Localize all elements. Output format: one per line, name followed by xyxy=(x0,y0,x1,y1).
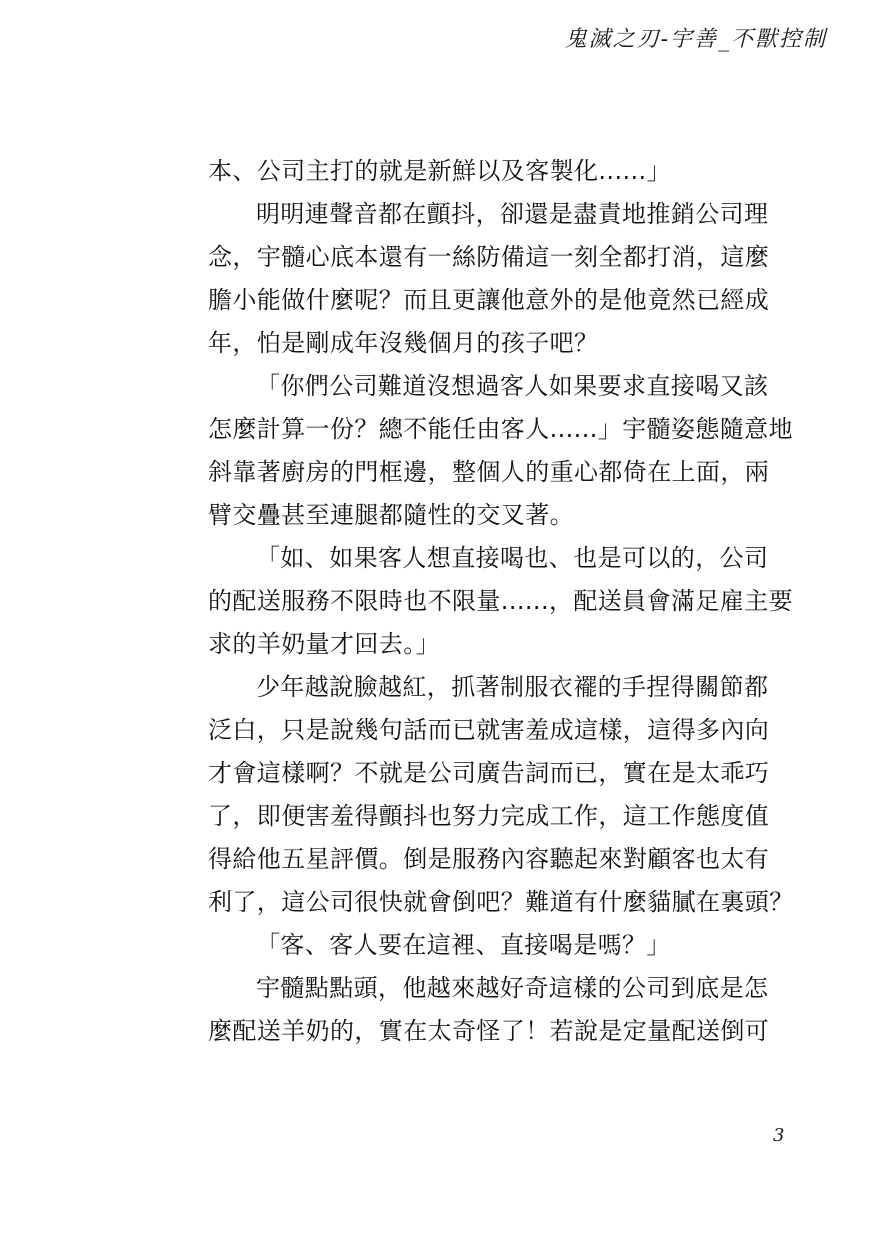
text-line: 「如、如果客人想直接喝也、也是可以的，公司 xyxy=(256,544,769,572)
running-header: 鬼滅之刃-宇善_不獸控制 xyxy=(564,27,827,52)
text-line: 宇髓點點頭，他越來越好奇這樣的公司到底是怎 xyxy=(256,974,769,1002)
page-number: 3 xyxy=(773,1125,785,1146)
text-line: 明明連聲音都在顫抖，卻還是盡責地推銷公司理 xyxy=(256,200,769,228)
body-text xyxy=(208,150,798,1053)
text-line: 的配送服務不限時也不限量......，配送員會滿足雇主要 xyxy=(208,587,793,615)
text-line: 「客、客人要在這裡、直接喝是嗎？」 xyxy=(256,931,671,959)
text-line: 膽小能做什麼呢？而且更讓他意外的是他竟然已經成 xyxy=(208,286,770,314)
text-line: 年，怕是剛成年沒幾個月的孩子吧？ xyxy=(208,329,599,357)
text-line: 怎麼計算一份？總不能任由客人......」宇髓姿態隨意地 xyxy=(208,415,793,443)
text-line: 臂交疊甚至連腿都隨性的交叉著。 xyxy=(208,501,574,529)
text-line: 得給他五星評價。倒是服務內容聽起來對顧客也太有 xyxy=(208,845,770,873)
text-line: 利了，這公司很快就會倒吧？難道有什麼貓膩在裏頭？ xyxy=(208,888,794,916)
text-line: 泛白，只是說幾句話而已就害羞成這樣，這得多內向 xyxy=(208,716,770,744)
text-line: 求的羊奶量才回去。」 xyxy=(208,630,440,658)
text-line: 了，即便害羞得顫抖也努力完成工作，這工作態度值 xyxy=(208,802,770,830)
text-line: 麼配送羊奶的，實在太奇怪了！若說是定量配送倒可 xyxy=(208,1017,770,1045)
text-line: 斜靠著廚房的門框邊，整個人的重心都倚在上面，兩 xyxy=(208,458,770,486)
text-line: 念，宇髓心底本還有一絲防備這一刻全都打消，這麼 xyxy=(208,243,770,271)
text-line: 才會這樣啊？不就是公司廣告詞而已，實在是太乖巧 xyxy=(208,759,770,787)
text-line: 「你們公司難道沒想過客人如果要求直接喝又該 xyxy=(256,372,769,400)
text-line: 少年越說臉越紅，抓著制服衣襬的手捏得關節都 xyxy=(256,673,769,701)
text-line: 本、公司主打的就是新鮮以及客製化......」 xyxy=(208,157,671,185)
